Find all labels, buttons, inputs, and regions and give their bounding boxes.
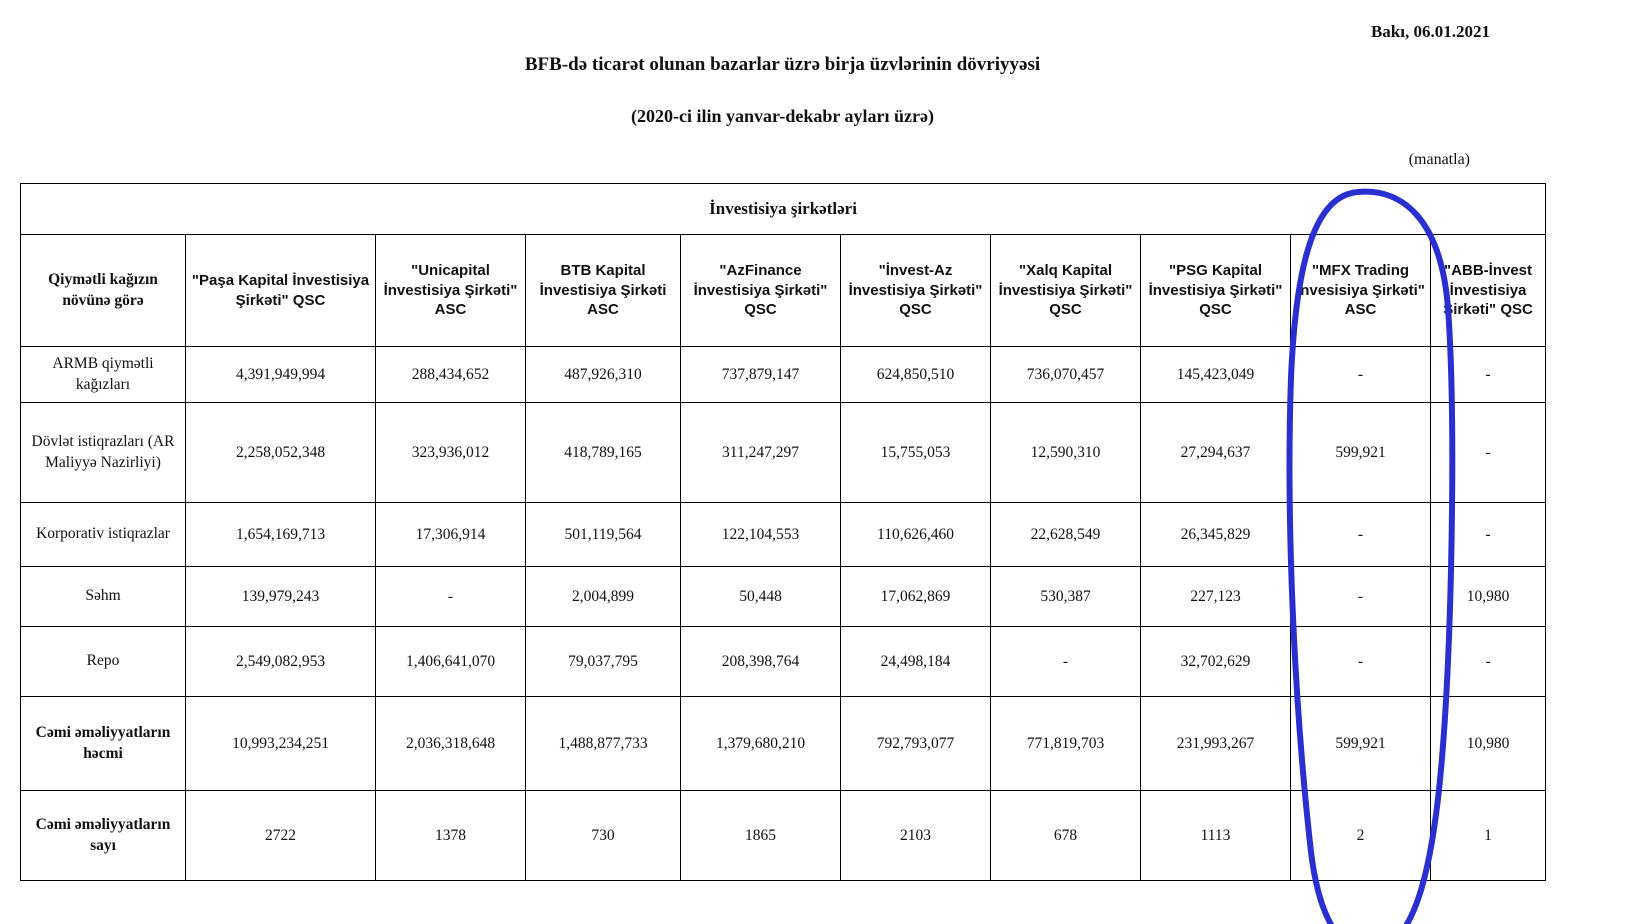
table-row — [21, 627, 1546, 697]
value-cell: 1,488,877,733 — [526, 697, 681, 791]
value-cell: 1 — [1431, 791, 1546, 881]
table-row — [21, 791, 1546, 881]
value-cell: 4,391,949,994 — [186, 347, 376, 403]
group-header-row — [21, 184, 1546, 235]
value-cell: 737,879,147 — [681, 347, 841, 403]
date-location-line: Bakı, 06.01.2021 — [1370, 22, 1490, 41]
value-cell: 17,062,869 — [841, 567, 991, 627]
value-cell: 530,387 — [991, 567, 1141, 627]
document-title: BFB-də ticarət olunan bazarlar üzrə birja üzvlərinin dövriyyəsi — [524, 54, 1041, 75]
value-cell: 2722 — [186, 791, 376, 881]
value-cell: - — [1431, 627, 1546, 697]
value-cell: 501,119,564 — [526, 503, 681, 567]
turnover-table — [20, 183, 1546, 881]
column-header-company-6: "Xalq Kapital İnvestisiya Şirkəti" QSC — [991, 235, 1141, 347]
value-cell: 730 — [526, 791, 681, 881]
value-cell: 2103 — [841, 791, 991, 881]
column-header-company-3: BTB Kapital İnvestisiya Şirkəti ASC — [526, 235, 681, 347]
value-cell: 311,247,297 — [681, 403, 841, 503]
value-cell: 10,980 — [1431, 697, 1546, 791]
value-cell: 1865 — [681, 791, 841, 881]
value-cell: 599,921 — [1291, 403, 1431, 503]
value-cell: - — [1291, 347, 1431, 403]
value-cell: 1,654,169,713 — [186, 503, 376, 567]
value-cell: 1113 — [1141, 791, 1291, 881]
value-cell: - — [1291, 627, 1431, 697]
column-header-company-1: "Paşa Kapital İnvestisiya Şirkəti" QSC — [186, 235, 376, 347]
document-subtitle: (2020-ci ilin yanvar-dekabr ayları üzrə) — [631, 106, 934, 126]
row-label: Korporativ istiqrazlar — [21, 503, 186, 567]
value-cell: 50,448 — [681, 567, 841, 627]
column-header-company-4: "AzFinance İnvestisiya Şirkəti" QSC — [681, 235, 841, 347]
value-cell: 145,423,049 — [1141, 347, 1291, 403]
value-cell: 2,549,082,953 — [186, 627, 376, 697]
value-cell: 79,037,795 — [526, 627, 681, 697]
currency-unit-note: (manatla) — [1408, 151, 1470, 168]
value-cell: - — [1431, 347, 1546, 403]
value-cell: 678 — [991, 791, 1141, 881]
group-header-investment-companies: İnvestisiya şirkətləri — [21, 184, 1546, 235]
value-cell: - — [376, 567, 526, 627]
table-body — [21, 347, 1546, 881]
table-row — [21, 567, 1546, 627]
value-cell: 288,434,652 — [376, 347, 526, 403]
value-cell: 2,036,318,648 — [376, 697, 526, 791]
value-cell: 792,793,077 — [841, 697, 991, 791]
row-header-security-type: Qiymətli kağızın növünə görə — [21, 235, 186, 347]
value-cell: 323,936,012 — [376, 403, 526, 503]
value-cell: 15,755,053 — [841, 403, 991, 503]
table-row — [21, 347, 1546, 403]
table-row — [21, 403, 1546, 503]
row-label: Səhm — [21, 567, 186, 627]
value-cell: 231,993,267 — [1141, 697, 1291, 791]
row-label: Dövlət istiqrazları (AR Maliyyə Nazirliyi) — [21, 403, 186, 503]
value-cell: - — [1431, 403, 1546, 503]
value-cell: 599,921 — [1291, 697, 1431, 791]
value-cell: - — [1291, 503, 1431, 567]
column-header-company-5: "İnvest-Az İnvestisiya Şirkəti" QSC — [841, 235, 991, 347]
value-cell: 22,628,549 — [991, 503, 1141, 567]
value-cell: 17,306,914 — [376, 503, 526, 567]
table-row — [21, 697, 1546, 791]
value-cell: 208,398,764 — [681, 627, 841, 697]
value-cell: - — [1291, 567, 1431, 627]
value-cell: 32,702,629 — [1141, 627, 1291, 697]
value-cell: 418,789,165 — [526, 403, 681, 503]
value-cell: - — [991, 627, 1141, 697]
value-cell: 139,979,243 — [186, 567, 376, 627]
value-cell: 771,819,703 — [991, 697, 1141, 791]
value-cell: 10,993,234,251 — [186, 697, 376, 791]
value-cell: 10,980 — [1431, 567, 1546, 627]
value-cell: 1,379,680,210 — [681, 697, 841, 791]
value-cell: 24,498,184 — [841, 627, 991, 697]
value-cell: 487,926,310 — [526, 347, 681, 403]
row-label: Repo — [21, 627, 186, 697]
row-label: ARMB qiymətli kağızları — [21, 347, 186, 403]
value-cell: 26,345,829 — [1141, 503, 1291, 567]
row-label: Cəmi əməliyyatların həcmi — [21, 697, 186, 791]
value-cell: 1378 — [376, 791, 526, 881]
column-header-company-8: "MFX Trading İnvesisiya Şirkəti" ASC — [1291, 235, 1431, 347]
value-cell: 736,070,457 — [991, 347, 1141, 403]
value-cell: 227,123 — [1141, 567, 1291, 627]
column-header-company-9: "ABB-İnvest İnvestisiya Şirkəti" QSC — [1431, 235, 1546, 347]
table-head — [21, 184, 1546, 347]
column-header-company-2: "Unicapital İnvestisiya Şirkəti" ASC — [376, 235, 526, 347]
value-cell: 110,626,460 — [841, 503, 991, 567]
value-cell: 2 — [1291, 791, 1431, 881]
value-cell: 12,590,310 — [991, 403, 1141, 503]
value-cell: - — [1431, 503, 1546, 567]
table-row — [21, 503, 1546, 567]
row-label: Cəmi əməliyyatların sayı — [21, 791, 186, 881]
value-cell: 1,406,641,070 — [376, 627, 526, 697]
value-cell: 27,294,637 — [1141, 403, 1291, 503]
value-cell: 2,004,899 — [526, 567, 681, 627]
value-cell: 2,258,052,348 — [186, 403, 376, 503]
value-cell: 122,104,553 — [681, 503, 841, 567]
value-cell: 624,850,510 — [841, 347, 991, 403]
column-header-row — [21, 235, 1546, 347]
column-header-company-7: "PSG Kapital İnvestisiya Şirkəti" QSC — [1141, 235, 1291, 347]
